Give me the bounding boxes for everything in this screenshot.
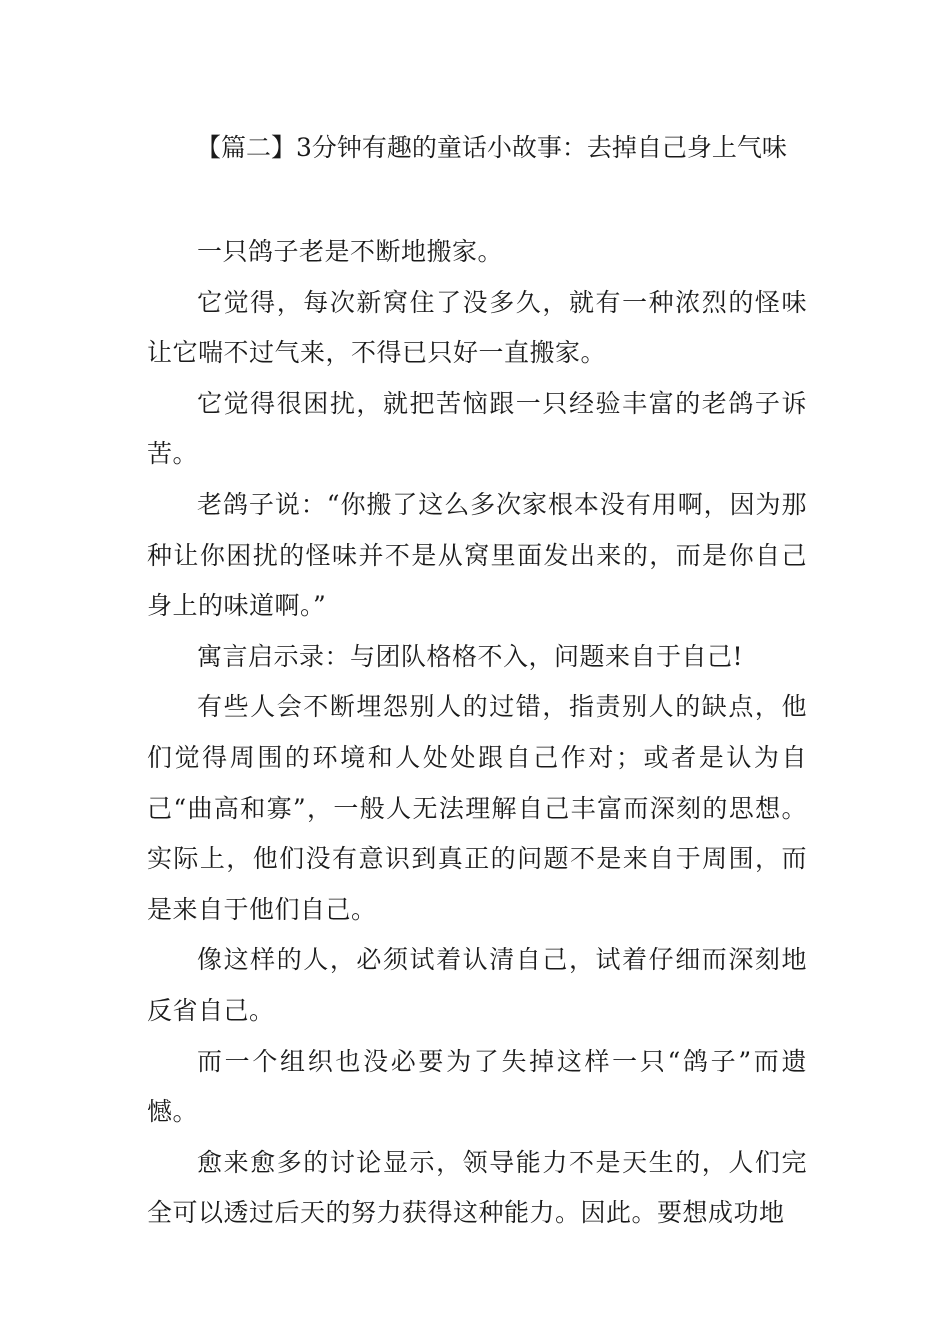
paragraph: 有些人会不断埋怨别人的过错，指责别人的缺点，他们觉得周围的环境和人处处跟自己作对；或者是认为自己“曲高和寡”，一般人无法理解自己丰富而深刻的思想。实际上，他们没有意识到真正的问题不是来自于周围，而是来自于他们自己。 <box>147 692 807 924</box>
document-title: 【篇二】3分钟有趣的童话小故事：去掉自己身上气味 <box>196 133 787 162</box>
paragraph: 像这样的人，必须试着认清自己，试着仔细而深刻地反省自己。 <box>147 945 807 1025</box>
paragraph: 而一个组织也没必要为了失掉这样一只“鸽子”而遗憾。 <box>147 1046 807 1127</box>
paragraph: 老鸽子说：“你搬了这么多次家根本没有用啊，因为那种让你困扰的怪味并不是从窝里面发出来的，而是你自己身上的味道啊。” <box>147 489 807 621</box>
paragraph: 寓言启示录：与团队格格不入，问题来自于自己! <box>197 641 744 671</box>
document-body <box>147 227 807 1239</box>
paragraph: 它觉得，每次新窝住了没多久，就有一种浓烈的怪味让它喘不过气来，不得已只好一直搬家。 <box>147 287 807 368</box>
paragraph: 它觉得很困扰，就把苦恼跟一只经验丰富的老鸽子诉苦。 <box>147 388 807 469</box>
paragraph: 一只鸽子老是不断地搬家。 <box>197 237 504 266</box>
paragraph: 愈来愈多的讨论显示，领导能力不是天生的，人们完全可以透过后天的努力获得这种能力。因此。要想成功地 <box>147 1147 807 1228</box>
